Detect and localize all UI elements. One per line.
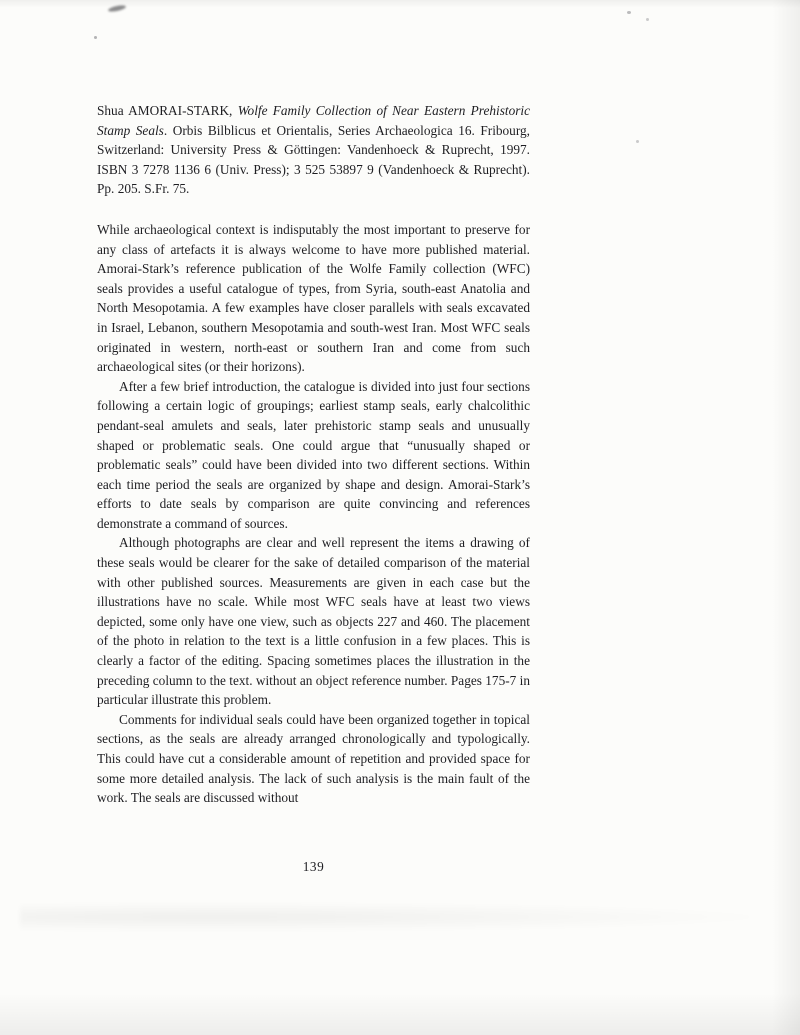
scan-artifact — [772, 0, 800, 1035]
scan-artifact — [627, 11, 631, 14]
page-number: 139 — [302, 859, 325, 874]
citation-book-title: Wolfe Family Collection of Near Eastern Prehistoric Stamp Seals — [97, 103, 531, 138]
scan-artifact — [108, 4, 127, 13]
review-paragraph-4: Comments for individual seals could have been organized together in topical sections, as the seals are already arranged chronologically and typologically. This could have cut a considerable amount of repetition and provided space for some more detailed analysis. The lack of such analysis is the main fault of the work. The seals are discussed without — [97, 711, 530, 806]
scan-artifact — [636, 140, 639, 143]
book-citation — [97, 101, 530, 199]
review-paragraph-2: After a few brief introduction, the catalogue is divided into just four sections following a certain logic of groupings; earliest stamp seals, early chalcolithic pendant-seal amulets and seals, later prehistoric stamp seals and unusually shaped or problematic seals. One could argue that “unusually shaped or problematic seals” could have been divided into two different sections. Within each time period the seals are organized by shape and design. Amorai-Stark’s efforts to date seals by comparison are quite convincing and references demonstrate a command of sources. — [97, 378, 530, 531]
scan-artifact — [0, 0, 800, 8]
scan-artifact — [20, 902, 780, 932]
scan-artifact — [646, 18, 649, 21]
citation-publication-details: . Orbis Bilblicus et Orientalis, Series Archaeologica 16. Fribourg, Switzerland: University Press & Göttingen: Vandenhoeck & Ruprecht, 1997. ISBN 3 7278 1136 6 (Univ. Press); 3 525 53897 9 (Vandenhoeck & Ruprecht). Pp. 205. S.Fr. 75. — [97, 122, 530, 197]
review-paragraph-1: While archaeological context is indisputably the most important to preserve for any class of artefacts it is always welcome to have more published material. Amorai-Stark’s reference publication of the Wolfe Family collection (WFC) seals provides a useful catalogue of types, from Syria, south-east Anatolia and North Mesopotamia. A few examples have closer parallels with seals excavated in Israel, Lebanon, southern Mesopotamia and south-west Iran. Most WFC seals originated in western, north-east or southern Iran and come from such archaeological sites (or their horizons). — [97, 221, 530, 375]
scan-artifact — [0, 993, 800, 1035]
review-text-block — [97, 101, 530, 808]
review-paragraph-3: Although photographs are clear and well represent the items a drawing of these seals would be clearer for the sake of detailed comparison of the material with other published sources. Measurements are given in each case but the illustrations have no scale. While most WFC seals have at least two views depicted, some only have one view, such as objects 227 and 460. The placement of the photo in relation to the text is a little confusion in a few places. This is clearly a factor of the editing. Spacing sometimes places the illustration in the preceding column to the text. without an object reference number. Pages 175-7 in particular illustrate this problem. — [97, 535, 530, 708]
citation-author: Shua AMORAI-STARK, — [97, 103, 238, 118]
scan-artifact — [94, 36, 97, 39]
